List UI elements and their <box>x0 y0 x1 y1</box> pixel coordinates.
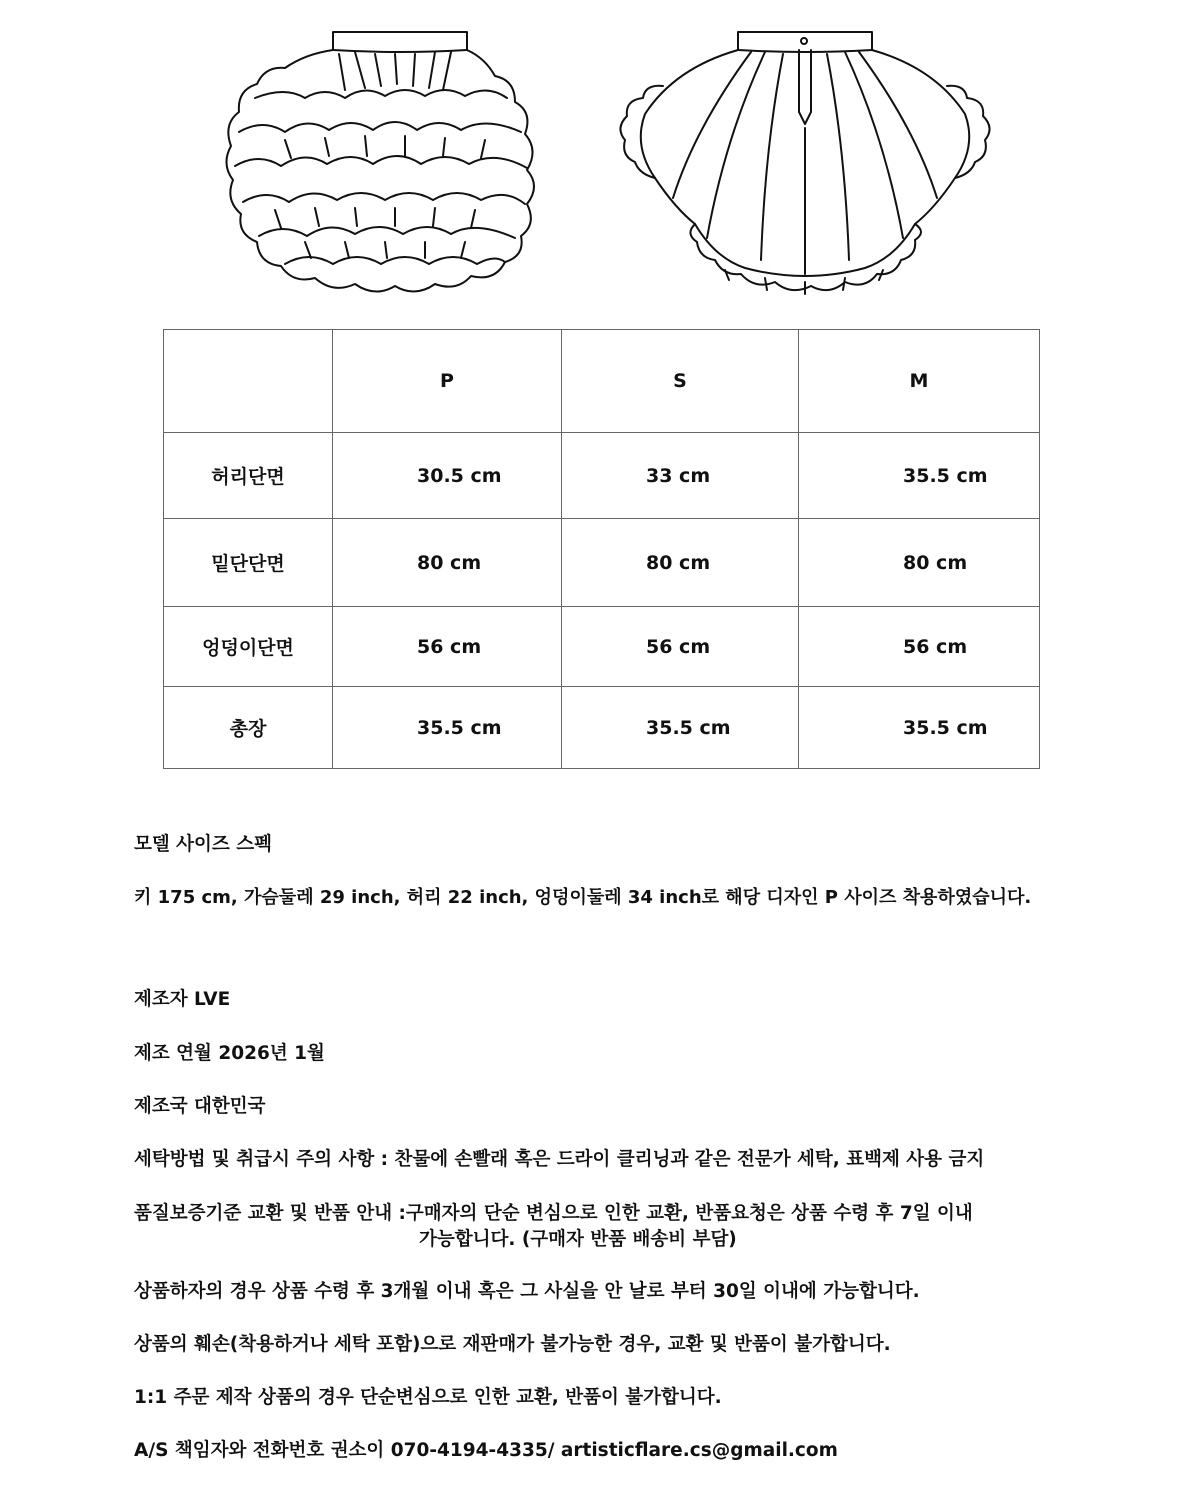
header-empty-cell <box>164 330 333 433</box>
table-row <box>164 607 1040 687</box>
warranty-text-continued: 가능합니다. (구매자 반품 배송비 부담) <box>419 1229 737 1250</box>
defect-policy-text: 상품하자의 경우 상품 수령 후 3개월 이내 혹은 그 사실을 안 날로 부터 30일 이내에 가능합니다. <box>134 1281 920 1302</box>
row-label: 총장 <box>164 687 333 769</box>
header-size-s: S <box>562 330 799 433</box>
maker-text: 제조자 LVE <box>134 989 231 1010</box>
header-size-p: P <box>333 330 562 433</box>
row-label: 허리단면 <box>164 433 333 519</box>
custom-order-policy-text: 1:1 주문 제작 상품의 경우 단순변심으로 인한 교환, 반품이 불가합니다. <box>134 1387 722 1408</box>
warranty-text: 품질보증기준 교환 및 반품 안내 :구매자의 단순 변심으로 인한 교환, 반품요청은 상품 수령 후 7일 이내 <box>134 1203 973 1224</box>
country-text: 제조국 대한민국 <box>134 1096 266 1117</box>
cell-m: 80 cm <box>799 519 1040 607</box>
cell-m: 35.5 cm <box>799 687 1040 769</box>
table-row <box>164 519 1040 607</box>
model-spec-text: 키 175 cm, 가슴둘레 29 inch, 허리 22 inch, 엉덩이둘레 34 inch로 해당 디자인 P 사이즈 착용하였습니다. <box>134 887 1032 908</box>
size-table <box>163 329 1040 769</box>
table-row <box>164 433 1040 519</box>
cell-s: 80 cm <box>562 519 799 607</box>
skirt-back-sketch-icon <box>615 28 995 300</box>
cell-m: 35.5 cm <box>799 433 1040 519</box>
cell-s: 35.5 cm <box>562 687 799 769</box>
cell-s: 56 cm <box>562 607 799 687</box>
model-spec-title: 모델 사이즈 스펙 <box>134 834 272 855</box>
cell-m: 56 cm <box>799 607 1040 687</box>
row-label: 엉덩이단면 <box>164 607 333 687</box>
cell-p: 56 cm <box>333 607 562 687</box>
table-row <box>164 687 1040 769</box>
size-header-row <box>164 330 1040 433</box>
header-size-m: M <box>799 330 1040 433</box>
as-contact-text: A/S 책임자와 전화번호 권소이 070-4194-4335/ artisticflare.cs@gmail.com <box>134 1440 838 1461</box>
row-label: 밑단단면 <box>164 519 333 607</box>
cell-p: 35.5 cm <box>333 687 562 769</box>
damage-policy-text: 상품의 훼손(착용하거나 세탁 포함)으로 재판매가 불가능한 경우, 교환 및 반품이 불가합니다. <box>134 1334 891 1355</box>
sketch-area <box>0 0 1200 310</box>
cell-p: 30.5 cm <box>333 433 562 519</box>
skirt-front-sketch-icon <box>215 28 545 300</box>
manufacture-date-text: 제조 연월 2026년 1월 <box>134 1043 325 1064</box>
care-text: 세탁방법 및 취급시 주의 사항 : 찬물에 손빨래 혹은 드라이 클리닝과 같은 전문가 세탁, 표백제 사용 금지 <box>134 1149 985 1170</box>
cell-s: 33 cm <box>562 433 799 519</box>
cell-p: 80 cm <box>333 519 562 607</box>
